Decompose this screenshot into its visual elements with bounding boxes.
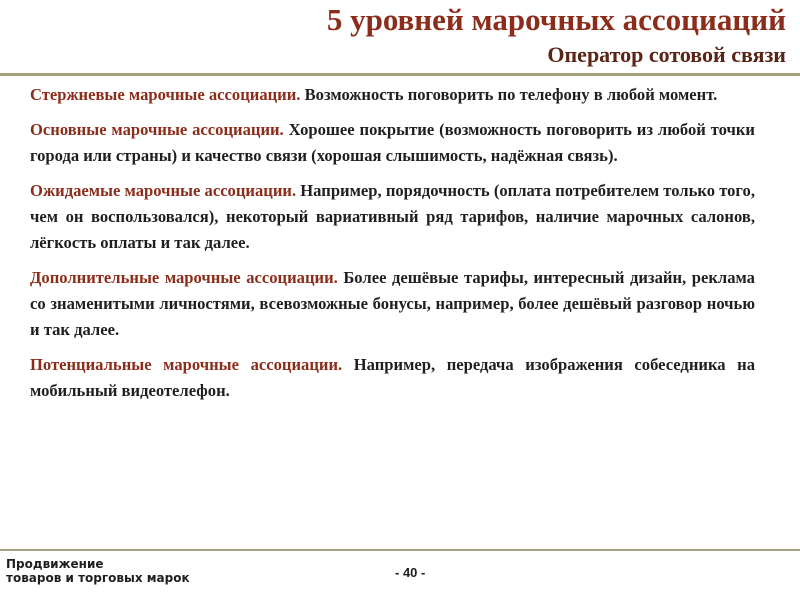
slide-subtitle: Оператор сотовой связи — [547, 42, 786, 67]
text-expected: Например, порядочность (оплата потребителем только того, чем он воспользовался), некоторый вариативный ряд тарифов, наличие марочных салонов, лёгкость оплаты и так далее. — [30, 181, 755, 252]
paragraph-additional — [30, 265, 755, 343]
paragraph-potential — [30, 352, 755, 404]
paragraph-core — [30, 82, 755, 108]
term-additional: Дополнительные марочные ассоциации. — [30, 268, 338, 287]
text-additional: Более дешёвые тарифы, интересный дизайн, реклама со знаменитыми личностями, всевозможные бонусы, например, более дешёвый разговор ночью и так далее. — [30, 268, 755, 339]
footer-line-1: Продвижение — [6, 557, 104, 571]
footer-line-2: товаров и торговых марок — [6, 571, 190, 585]
page-number: - 40 - — [395, 565, 426, 580]
paragraph-expected — [30, 178, 755, 256]
term-expected: Ожидаемые марочные ассоциации. — [30, 181, 297, 200]
paragraph-basic — [30, 117, 755, 169]
header-divider — [0, 73, 800, 76]
text-core: Возможность поговорить по телефону в любой момент. — [300, 85, 718, 104]
slide-title: 5 уровней марочных ассоциаций — [326, 2, 786, 37]
term-basic: Основные марочные ассоциации. — [30, 120, 284, 139]
text-basic: Хорошее покрытие (возможность поговорить из любой точки города или страны) и качество связи (хорошая слышимость, надёжная связь). — [30, 120, 755, 165]
content-body — [30, 82, 755, 413]
footer-course-title — [6, 557, 190, 585]
text-potential: Например, передача изображения собеседника на мобильный видеотелефон. — [30, 355, 755, 400]
footer-divider — [0, 549, 800, 551]
term-potential: Потенциальные марочные ассоциации. — [30, 355, 343, 374]
term-core: Стержневые марочные ассоциации. — [30, 85, 301, 104]
